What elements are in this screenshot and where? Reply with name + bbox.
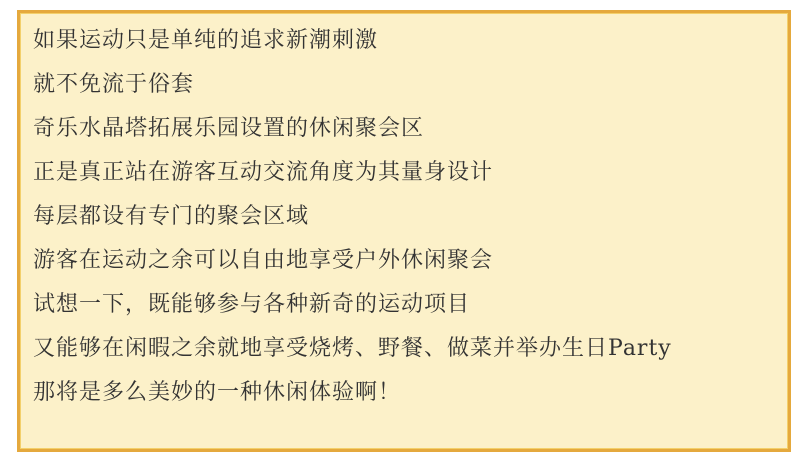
text-line: 如果运动只是单纯的追求新潮刺激 — [33, 28, 379, 53]
text-line: 每层都设有专门的聚会区域 — [33, 204, 310, 229]
text-line: 奇乐水晶塔拓展乐园设置的休闲聚会区 — [33, 116, 425, 141]
text-line: 游客在运动之余可以自由地享受户外休闲聚会 — [33, 248, 494, 273]
text-line: 试想一下，既能够参与各种新奇的运动项目 — [33, 292, 471, 317]
text-panel — [17, 10, 791, 452]
text-line: 就不免流于俗套 — [33, 72, 195, 97]
text-line: 那将是多么美妙的一种休闲体验啊！ — [33, 380, 402, 405]
text-line: 又能够在闲暇之余就地享受烧烤、野餐、做菜并举办生日Party — [33, 336, 672, 361]
text-line: 正是真正站在游客互动交流角度为其量身设计 — [33, 160, 494, 185]
